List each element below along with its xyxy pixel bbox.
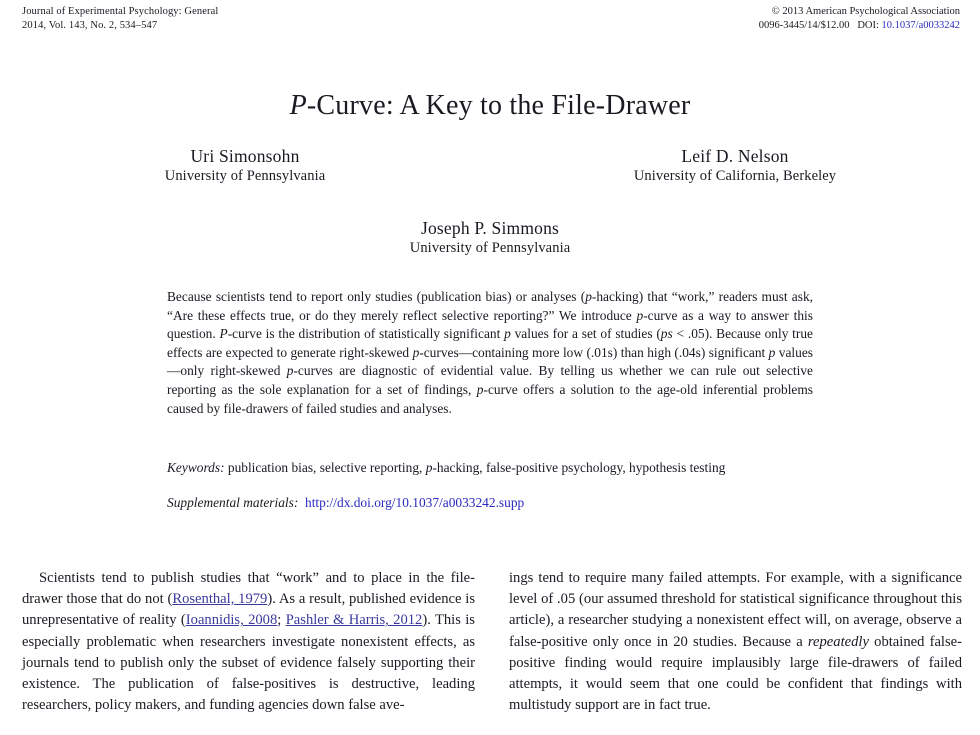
copyright-block bbox=[759, 5, 960, 32]
author-name: Leif D. Nelson bbox=[681, 146, 789, 166]
keywords-italic: p bbox=[425, 460, 433, 475]
body-column-right bbox=[509, 568, 962, 716]
body-column-left bbox=[22, 568, 475, 716]
author-block-3 bbox=[0, 218, 980, 258]
supplemental-materials-line bbox=[167, 494, 827, 513]
abstract-text: -curves are diagnostic of evidential value. By telling us whether we can rule out selective reporting as the sole explanation for a set of findings, bbox=[167, 363, 813, 397]
body-italic: repeatedly bbox=[807, 633, 869, 650]
abstract-text: -curves—containing more low (.01s) than high (.04s) significant bbox=[419, 344, 769, 360]
journal-masthead bbox=[22, 5, 218, 32]
doi-label: DOI: bbox=[857, 19, 879, 31]
body-columns bbox=[22, 568, 962, 716]
author-affiliation: University of Pennsylvania bbox=[409, 240, 571, 256]
author-affiliation: University of California, Berkeley bbox=[633, 168, 837, 184]
abstract-text: -curve is the distribution of statistically significant bbox=[227, 326, 505, 342]
abstract-italic: P bbox=[219, 326, 228, 342]
journal-volume-line: 2014, Vol. 143, No. 2, 534–547 bbox=[22, 19, 158, 31]
keywords-text: -hacking, false-positive psychology, hypothesis testing bbox=[432, 460, 726, 475]
abstract-text: values—only right-skewed bbox=[167, 344, 814, 379]
keywords-label: Keywords: bbox=[167, 460, 225, 475]
abstract-text: values for a set of studies ( bbox=[510, 326, 661, 342]
journal-title-line: Journal of Experimental Psychology: General bbox=[22, 6, 219, 17]
body-text: ; bbox=[277, 612, 286, 629]
abstract-italic: p bbox=[585, 289, 592, 304]
author-affiliation: University of Pennsylvania bbox=[164, 168, 326, 184]
abstract-italic: p bbox=[286, 363, 294, 379]
abstract-italic: p bbox=[504, 326, 511, 342]
body-paragraph bbox=[22, 568, 475, 716]
author-name: Uri Simonsohn bbox=[190, 146, 300, 166]
supplemental-url-link[interactable]: http://dx.doi.org/10.1037/a0033242.supp bbox=[305, 495, 525, 510]
article-title-rest: -Curve: A Key to the File-Drawer bbox=[306, 89, 691, 121]
abstract-italic: p bbox=[768, 344, 776, 360]
body-text: ). As a result, published evidence is unrepresentative of reality ( bbox=[22, 591, 476, 629]
abstract-italic: p bbox=[636, 307, 644, 323]
article-title bbox=[0, 89, 980, 123]
abstract bbox=[167, 288, 813, 418]
body-text: ). This is especially problematic when researchers investigate nonexistent effects, as journals tend to publish only the subset of evidence falsely supporting their existence. The publication of false-positives is destructive, leading researchers, policy makers, and funding agencies down false ave- bbox=[22, 612, 475, 714]
abstract-text: Because scientists tend to report only studies (publication bias) or analyses ( bbox=[167, 289, 586, 304]
abstract-text: < .05). Because only true effects are expected to generate right-skewed bbox=[167, 326, 813, 360]
body-text: Scientists tend to publish studies that “work” and to place in the file-drawer those that do not ( bbox=[22, 570, 475, 608]
citation-link[interactable]: Pashler & Harris, 2012 bbox=[285, 612, 423, 629]
body-text: obtained false-positive finding would require implausibly large file-drawers of failed attempts, it would seem that one could be confident that findings with multistudy support are in fact true. bbox=[509, 633, 962, 714]
body-text: ings tend to require many failed attempts. For example, with a significance level of .05 (our assumed threshold for statistical significance throughout this article), a researcher studying a nonexistent effect will, on average, observe a false-positive only once in 20 studies. Because a bbox=[509, 570, 962, 650]
keywords-line bbox=[167, 459, 827, 478]
abstract-text: -curve offers a solution to the age-old inferential problems caused by file-drawers of failed studies and analyses. bbox=[167, 381, 813, 416]
author-block-1 bbox=[0, 146, 490, 186]
abstract-text: -curve as a way to answer this question. bbox=[167, 307, 813, 342]
abstract-text: -hacking) that “work,” readers must ask, “Are these effects true, or do they merely reflect selective reporting?” We introduce bbox=[167, 289, 813, 323]
supplemental-gap bbox=[298, 495, 305, 510]
body-paragraph bbox=[509, 568, 962, 716]
author-row bbox=[0, 146, 980, 186]
abstract-italic: p bbox=[476, 381, 484, 397]
abstract-italic: p bbox=[412, 344, 420, 360]
keywords-text: publication bias, selective reporting, bbox=[224, 460, 426, 475]
copyright-line: © 2013 American Psychological Association bbox=[771, 6, 960, 17]
doi-link[interactable]: 10.1037/a0033242 bbox=[881, 19, 960, 31]
citation-link[interactable]: Rosenthal, 1979 bbox=[172, 591, 268, 608]
doi-line bbox=[759, 19, 960, 33]
issn-price: 0096-3445/14/$12.00 bbox=[758, 19, 850, 31]
author-block-2 bbox=[490, 146, 980, 186]
article-title-italic-prefix: P bbox=[289, 89, 307, 121]
author-name: Joseph P. Simmons bbox=[420, 218, 560, 238]
citation-link[interactable]: Ioannidis, 2008 bbox=[185, 612, 278, 629]
abstract-italic: ps bbox=[660, 326, 673, 342]
abstract-paragraph bbox=[167, 288, 813, 418]
supplemental-label: Supplemental materials: bbox=[167, 495, 299, 510]
